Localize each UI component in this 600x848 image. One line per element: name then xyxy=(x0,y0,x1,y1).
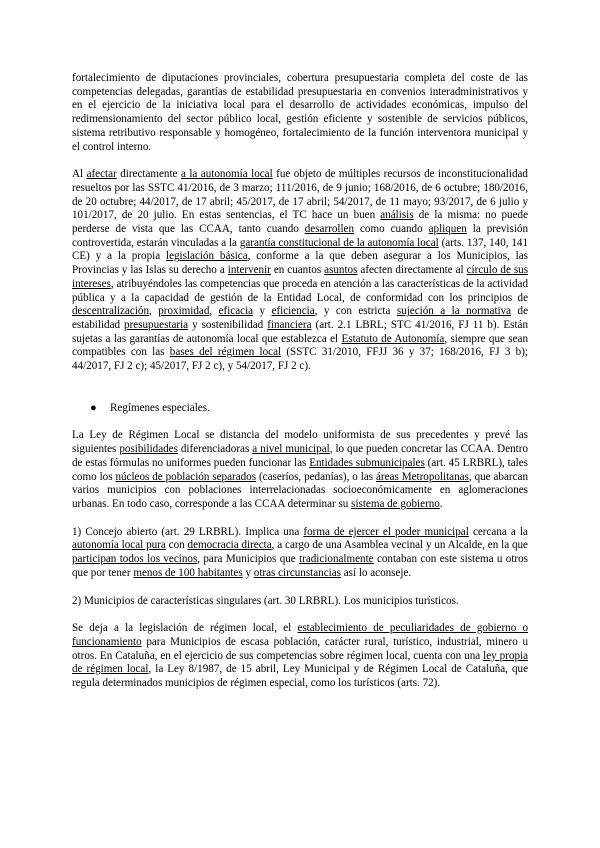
underlined-term: sujeción a la normativa xyxy=(396,305,512,318)
bullet-text: Regímenes especiales. xyxy=(110,401,210,414)
underlined-term: análisis xyxy=(380,209,414,222)
underlined-term: financiera xyxy=(267,318,312,331)
underlined-term: participan todos los vecinos xyxy=(72,553,198,566)
underlined-term: intervenir xyxy=(227,264,271,277)
underlined-term: garantía constitucional de la autonomía local xyxy=(239,236,439,249)
underlined-term: círculo de sus intereses xyxy=(72,264,529,290)
underlined-term: eficacia xyxy=(218,305,254,318)
paragraph-catalonia-law: Se deja a la legislación de régimen local, el establecimiento de peculiaridades de gobierno o funcionamiento para Municipios de escasa población, carácter rural, turístico, industrial, minero u otros. En Cataluña, en el ejercicio de sus competencias sobre régimen local, cuenta con una ley propia de régimen local, la Ley 8/1987, de 15 abril, Ley Municipal y de Régimen Local de Cataluña, que regula determinados municipios de régimen especial, como los turísticos (arts. 72). xyxy=(72,622,529,690)
underlined-term: eficiencia xyxy=(271,305,315,318)
underlined-term: menos de 100 habitantes xyxy=(133,566,243,579)
underlined-term: autonomía local pura xyxy=(72,539,166,552)
underlined-term: forma de ejercer el poder municipal xyxy=(303,525,469,538)
bullet-special-regimes xyxy=(72,402,528,416)
underlined-term: ley propia de régimen local xyxy=(72,649,529,676)
underlined-term: proximidad xyxy=(158,305,210,318)
underlined-term: otras circunstancias xyxy=(253,566,341,579)
paragraph-reform-goals: fortalecimiento de diputaciones provinciales, cobertura presupuestaria completa del coste de las competencias delegadas, garantías de estabilidad presupuestaria en convenios interadministrativos y en el ejercicio de la iniciativa local para el desarrollo de actividades económicas, impulso del redimensionamiento del sector público local, gestión eficiente y sostenible de servicios públicos, sistema retributivo responsable y homogéneo, fortalecimiento de la función interventora municipal y el control interno. xyxy=(72,72,528,153)
underlined-term: sistema de gobierno xyxy=(351,497,440,510)
document-body xyxy=(72,72,528,691)
underlined-term: democracia directa xyxy=(187,539,272,552)
underlined-term: bases del régimen local xyxy=(169,346,282,359)
underlined-term: afectar xyxy=(86,168,117,181)
underlined-term: a nivel municipal xyxy=(252,443,330,456)
paragraph-singular-municipalities: 2) Municipios de características singulares (art. 30 LRBRL). Los municipios turísticos. xyxy=(72,594,459,607)
underlined-term: tradicionalmente xyxy=(299,553,374,566)
underlined-term: posibilidades xyxy=(119,443,178,456)
paragraph-open-council: 1) Concejo abierto (art. 29 LRBRL). Implica una forma de ejercer el poder municipal cercana a la autonomía local pura con democracia directa, a cargo de una Asamblea vecinal y un Alcalde, en la que participan todos los vecinos, para Municipios que tradicionalmente contaban con este sistema u otros que por tener menos de 100 habitantes y otras circunstancias así lo aconseje. xyxy=(72,525,528,579)
paragraph-local-regime-law: La Ley de Régimen Local se distancia del modelo uniformista de sus precedentes y prevé las siguientes posibilidades diferenciadoras a nivel municipal, lo que pueden concretar las CCAA. Dentro de estas fórmulas no uniformes pueden funcionar las Entidades submunicipales (art. 45 LRBRL), tales como los núcleos de población separados (caseríos, pedanías), o las áreas Metropolitanas, que abarcan varios municipios con poblaciones interrelacionadas socioeconómicamente en aglomeraciones urbanas. En todo caso, corresponde a las CCAA determinar su sistema de gobierno. xyxy=(72,429,528,510)
underlined-term: asuntos xyxy=(324,264,358,277)
underlined-term: Entidades submunicipales xyxy=(309,456,425,469)
paragraph-constitutional-review: Al afectar directamente a la autonomía local fue objeto de múltiples recursos de inconstitucionalidad resueltos por las SSTC 41/2016, de 3 marzo; 111/2016, de 9 junio; 168/2016, de 6 octubre; 180/2016, de 20 octubre; 44/2017, de 17 abril; 45/2017, de 17 abril; 54/2017, de 11 mayo; 93/2017, de 6 julio y 101/2017, de 20 julio. En estas sentencias, el TC hace un buen análisis de la misma: no puede perderse de vista que las CCAA, tanto cuando desarrollen como cuando apliquen la previsión controvertida, estarán vinculadas a la garantía constitucional de la autonomía local (arts. 137, 140, 141 CE) y a la propia legislación básica, conforme a la que deben asegurar a los Municipios, las Provincias y las Islas su derecho a intervenir en cuantos asuntos afecten directamente al círculo de sus intereses, atribuyéndoles las competencias que proceda en atención a las características de la actividad pública y a la capacidad de gestión de la Entidad Local, de conformidad con los principios de descentralización, proximidad, eficacia y eficiencia, y con estricta sujeción a la normativa de estabilidad presupuestaria y sostenibilidad financiera (art. 2.1 LBRL; STC 41/2016, FJ 11 b). Están sujetas a las garantías de autonomía local que establezca el Estatuto de Autonomía, siempre que sean compatibles con las bases del régimen local (SSTC 31/2010, FFJJ 36 y 37; 168/2016, FJ 3 b); 44/2017, FJ 2 c); 45/2017, FJ 2 c), y 54/2017, FJ 2 c). xyxy=(72,168,529,373)
underlined-term: núcleos de población separados xyxy=(115,470,257,483)
underlined-term: Estatuto de Autonomía xyxy=(341,332,445,345)
underlined-term: descentralización xyxy=(72,305,149,318)
underlined-term: legislación básica xyxy=(165,250,248,263)
underlined-term: áreas Metropolitanas xyxy=(376,470,469,483)
underlined-term: a la autonomía local xyxy=(180,168,273,181)
underlined-term: establecimiento de peculiaridades de gobierno o funcionamiento xyxy=(72,622,528,648)
underlined-term: apliquen xyxy=(428,223,467,236)
bullet-marker: ● xyxy=(90,401,97,414)
underlined-term: presupuestaria xyxy=(124,318,189,331)
underlined-term: desarrollen xyxy=(304,223,355,236)
